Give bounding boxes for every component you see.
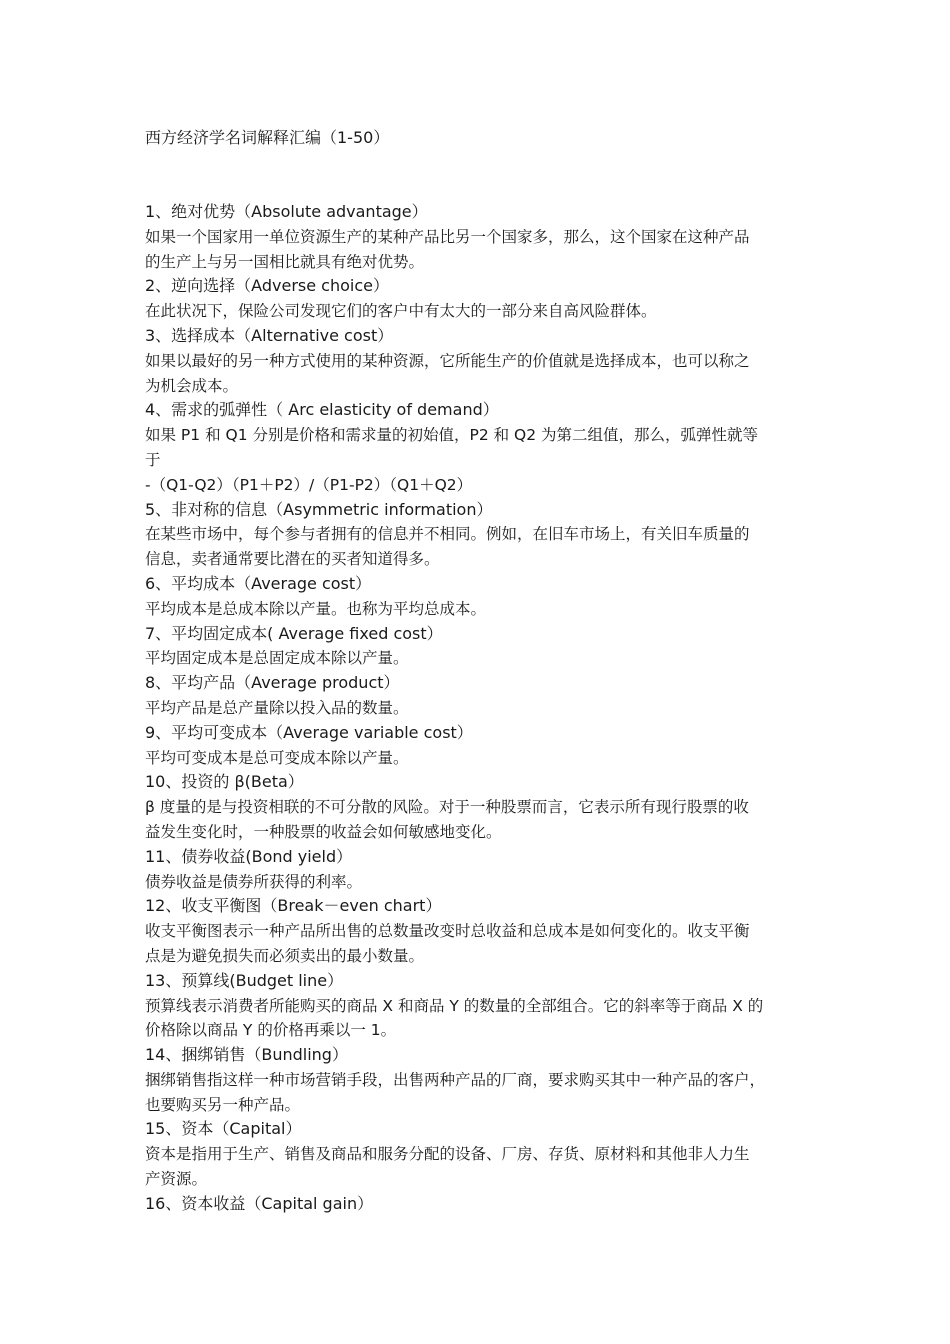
- definition-text: 在此状况下，保险公司发现它们的客户中有太大的一部分来自高风险群体。: [145, 302, 657, 321]
- glossary-entries: [145, 200, 810, 1217]
- term-heading: 10、投资的 β(Beta）: [145, 772, 304, 792]
- definition-text: 如果以最好的另一种方式使用的某种资源，它所能生产的价值就是选择成本，也可以称之: [145, 351, 750, 370]
- term-heading: 14、捆绑销售（Bundling）: [145, 1045, 348, 1065]
- definition-text: 平均产品是总产量除以投入品的数量。: [145, 698, 409, 717]
- definition-text: 预算线表示消费者所能购买的商品 X 和商品 Y 的数量的全部组合。它的斜率等于商品 X 的: [145, 996, 764, 1015]
- term-heading: 16、资本收益（Capital gain）: [145, 1193, 374, 1213]
- definition-text: 平均固定成本是总固定成本除以产量。: [145, 649, 409, 668]
- term-heading: 12、收支平衡图（Break－even chart）: [145, 896, 442, 916]
- definition-text: 平均可变成本是总可变成本除以产量。: [145, 748, 409, 767]
- definition-text: 捆绑销售指这样一种市场营销手段，出售两种产品的厂商，要求购买其中一种产品的客户，: [145, 1070, 766, 1089]
- definition-text: 的生产上与另一国相比就具有绝对优势。: [145, 252, 425, 271]
- term-heading: 15、资本（Capital）: [145, 1119, 302, 1139]
- term-heading: 4、需求的弧弹性（ Arc elasticity of demand）: [145, 400, 499, 420]
- term-heading: 7、平均固定成本( Average fixed cost）: [145, 623, 443, 643]
- term-heading: 11、债券收益(Bond yield）: [145, 846, 353, 866]
- definition-text: 价格除以商品 Y 的价格再乘以一 1。: [145, 1021, 397, 1040]
- definition-text: 于: [145, 450, 161, 469]
- term-heading: 5、非对称的信息（Asymmetric information）: [145, 499, 493, 519]
- term-heading: 1、绝对优势（Absolute advantage）: [145, 202, 428, 221]
- definition-text: 资本是指用于生产、销售及商品和服务分配的设备、厂房、存货、原材料和其他非人力生: [145, 1145, 750, 1164]
- term-heading: 8、平均产品（Average product）: [145, 673, 400, 693]
- definition-text: 如果一个国家用一单位资源生产的某种产品比另一个国家多，那么，这个国家在这种产品: [145, 227, 750, 246]
- definition-text: β 度量的是与投资相联的不可分散的风险。对于一种股票而言，它表示所有现行股票的收: [145, 798, 749, 817]
- definition-text: 益发生变化时，一种股票的收益会如何敏感地变化。: [145, 822, 502, 841]
- definition-text: 在某些市场中，每个参与者拥有的信息并不相同。例如，在旧车市场上，有关旧车质量的: [145, 525, 750, 544]
- definition-text: 也要购买另一种产品。: [145, 1095, 301, 1114]
- definition-text: 产资源。: [145, 1170, 208, 1189]
- definition-text: 如果 P1 和 Q1 分别是价格和需求量的初始值，P2 和 Q2 为第二组值，那么，弧弹性就等: [145, 426, 759, 445]
- definition-text: 为机会成本。: [145, 376, 239, 395]
- term-heading: 13、预算线(Budget line）: [145, 970, 344, 990]
- definition-text: 债券收益是债券所获得的利率。: [145, 872, 363, 891]
- definition-text: -（Q1-Q2）（P1＋P2）/（P1-P2）（Q1＋Q2）: [145, 475, 473, 494]
- term-heading: 2、逆向选择（Adverse choice）: [145, 276, 389, 296]
- term-heading: 3、选择成本（Alternative cost）: [145, 325, 394, 345]
- term-heading: 6、平均成本（Average cost）: [145, 573, 372, 593]
- definition-text: 点是为避免损失而必须卖出的最小数量。: [145, 946, 425, 965]
- document-title: 西方经济学名词解释汇编（1-50）: [145, 128, 390, 147]
- definition-text: 平均成本是总成本除以产量。也称为平均总成本。: [145, 599, 487, 618]
- term-heading: 9、平均可变成本（Average variable cost）: [145, 722, 473, 742]
- definition-text: 收支平衡图表示一种产品所出售的总数量改变时总收益和总成本是如何变化的。收支平衡: [145, 922, 750, 941]
- definition-text: 信息，卖者通常要比潜在的买者知道得多。: [145, 550, 440, 569]
